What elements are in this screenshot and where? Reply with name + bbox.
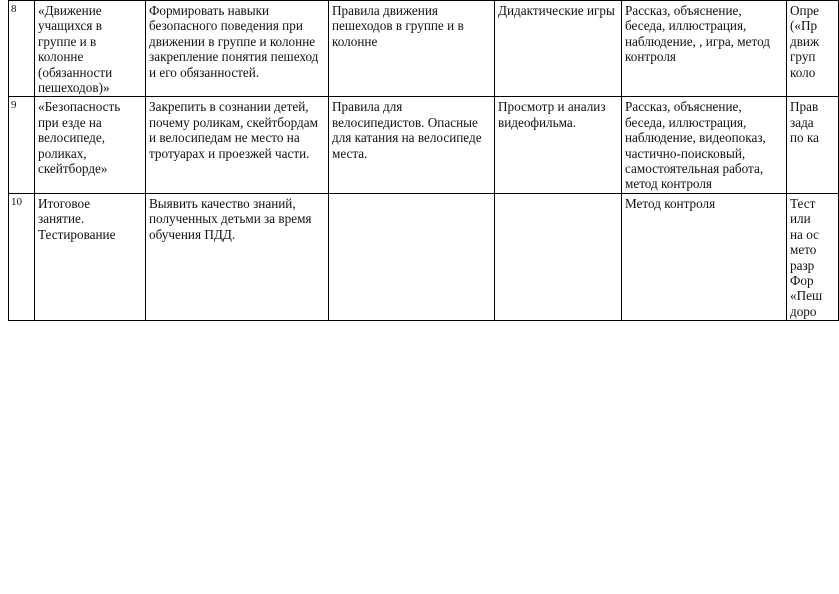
lesson-plan-table xyxy=(8,0,839,321)
lesson-content-cell xyxy=(329,97,495,193)
cell-text-line: для катания на велосипеде xyxy=(332,130,482,146)
lesson-topic-cell xyxy=(35,193,146,320)
cell-text-line: Метод контроля xyxy=(625,195,716,211)
cell-text-line: наблюдение, видеопоказ, xyxy=(625,130,766,146)
lesson-goal-cell xyxy=(146,1,329,97)
cell-text-line: доро xyxy=(790,303,817,319)
cell-text-line: Закрепить в сознании детей, xyxy=(149,99,309,115)
cell-text-line: Правила для xyxy=(332,99,403,115)
cell-text-line: Итоговое xyxy=(38,195,91,211)
cell-text-line: закрепление понятия пешеход xyxy=(149,49,319,65)
lesson-control-cell xyxy=(787,193,839,320)
cell-text-line: Выявить качество знаний, xyxy=(149,195,296,211)
cell-text-line: Фор xyxy=(790,272,814,288)
cell-text-line: движении в группе и колонне xyxy=(149,33,316,49)
cell-text-line: метод контроля xyxy=(625,176,712,192)
lesson-methods-cell xyxy=(622,97,787,193)
lesson-content-cell xyxy=(329,193,495,320)
cell-text-line: пешеходов в группе и в xyxy=(332,18,464,34)
table-body xyxy=(9,1,839,321)
lesson-number-cell xyxy=(9,97,35,193)
lesson-methods-cell xyxy=(622,1,787,97)
cell-text-line: пешеходов)» xyxy=(38,80,110,96)
lesson-forms-cell xyxy=(495,97,622,193)
lesson-methods-cell xyxy=(622,193,787,320)
cell-text-line: обучения ПДД. xyxy=(149,226,236,242)
cell-text-line: роликах, xyxy=(38,145,87,161)
cell-text-line: движ xyxy=(790,33,820,49)
cell-text-line: или xyxy=(790,211,811,227)
cell-text-line: зада xyxy=(790,114,814,130)
cell-text-line: «Безопасность xyxy=(38,99,121,115)
cell-text-line: («Пр xyxy=(790,18,818,34)
cell-text-line: Формировать навыки xyxy=(149,3,270,18)
lesson-control-cell xyxy=(787,1,839,97)
table-row xyxy=(9,97,839,193)
cell-text-line: частично-поисковый, xyxy=(625,145,746,161)
cell-text-line: «Движение xyxy=(38,3,102,18)
cell-text-line: и его обязанностей. xyxy=(149,64,260,80)
cell-text-line: места. xyxy=(332,145,368,161)
table-row xyxy=(9,1,839,97)
lesson-forms-cell xyxy=(495,193,622,320)
lesson-number: 10 xyxy=(11,195,22,208)
lesson-number: 8 xyxy=(11,3,17,15)
cell-text-line: полученных детьми за время xyxy=(149,211,312,227)
cell-text-line: Рассказ, объяснение, xyxy=(625,99,742,115)
cell-text-line: Тестирование xyxy=(38,226,116,242)
cell-text-line: скейтборде» xyxy=(38,161,108,177)
lesson-topic-cell xyxy=(35,1,146,97)
cell-text-line: Прав xyxy=(790,99,819,115)
lesson-number-cell xyxy=(9,193,35,320)
cell-text-line: (обязанности xyxy=(38,64,113,80)
cell-text-line: группе и в xyxy=(38,33,97,49)
cell-text-line: учащихся в xyxy=(38,18,102,34)
cell-text-line: при езде на xyxy=(38,114,102,130)
lesson-number: 9 xyxy=(11,99,17,112)
cell-text-line: груп xyxy=(790,49,816,65)
cell-text-line: беседа, иллюстрация, xyxy=(625,18,747,34)
cell-text-line: велосипеде, xyxy=(38,130,106,146)
cell-text-line: Опре xyxy=(790,3,820,18)
cell-text-line: самостоятельная работа, xyxy=(625,161,764,177)
cell-text-line: тротуарах и проезжей части. xyxy=(149,145,310,161)
cell-text-line: Правила движения xyxy=(332,3,438,18)
cell-text-line: беседа, иллюстрация, xyxy=(625,114,747,130)
cell-text-line: Тест xyxy=(790,195,816,211)
cell-text-line: колонне xyxy=(38,49,84,65)
lesson-forms-cell xyxy=(495,1,622,97)
cell-text-line: коло xyxy=(790,64,816,80)
lesson-topic-cell xyxy=(35,97,146,193)
cell-text-line: безопасного поведения при xyxy=(149,18,303,34)
cell-text-line: почему роликам, скейтбордам xyxy=(149,114,318,130)
cell-text-line: и велосипедам не место на xyxy=(149,130,300,146)
cell-text-line: Рассказ, объяснение, xyxy=(625,3,742,18)
cell-text-line: Дидактические игры xyxy=(498,3,615,18)
cell-text-line: «Пеш xyxy=(790,288,823,304)
lesson-goal-cell xyxy=(146,193,329,320)
cell-text-line: мето xyxy=(790,242,817,258)
lesson-number-cell xyxy=(9,1,35,97)
cell-text-line: на ос xyxy=(790,226,819,242)
lesson-content-cell xyxy=(329,1,495,97)
cell-text-line: разр xyxy=(790,257,815,273)
cell-text-line: колонне xyxy=(332,33,378,49)
cell-text-line: занятие. xyxy=(38,211,85,227)
cell-text-line: Просмотр и анализ xyxy=(498,99,606,115)
cell-text-line: видеофильма. xyxy=(498,114,577,130)
table-row xyxy=(9,193,839,320)
cell-text-line: наблюдение, , игра, метод xyxy=(625,33,770,49)
lesson-plan-table-wrap xyxy=(8,0,838,319)
cell-text-line: велосипедистов. Опасные xyxy=(332,114,478,130)
lesson-goal-cell xyxy=(146,97,329,193)
cell-text-line: по ка xyxy=(790,130,820,146)
cell-text-line: контроля xyxy=(625,49,676,65)
lesson-control-cell xyxy=(787,97,839,193)
